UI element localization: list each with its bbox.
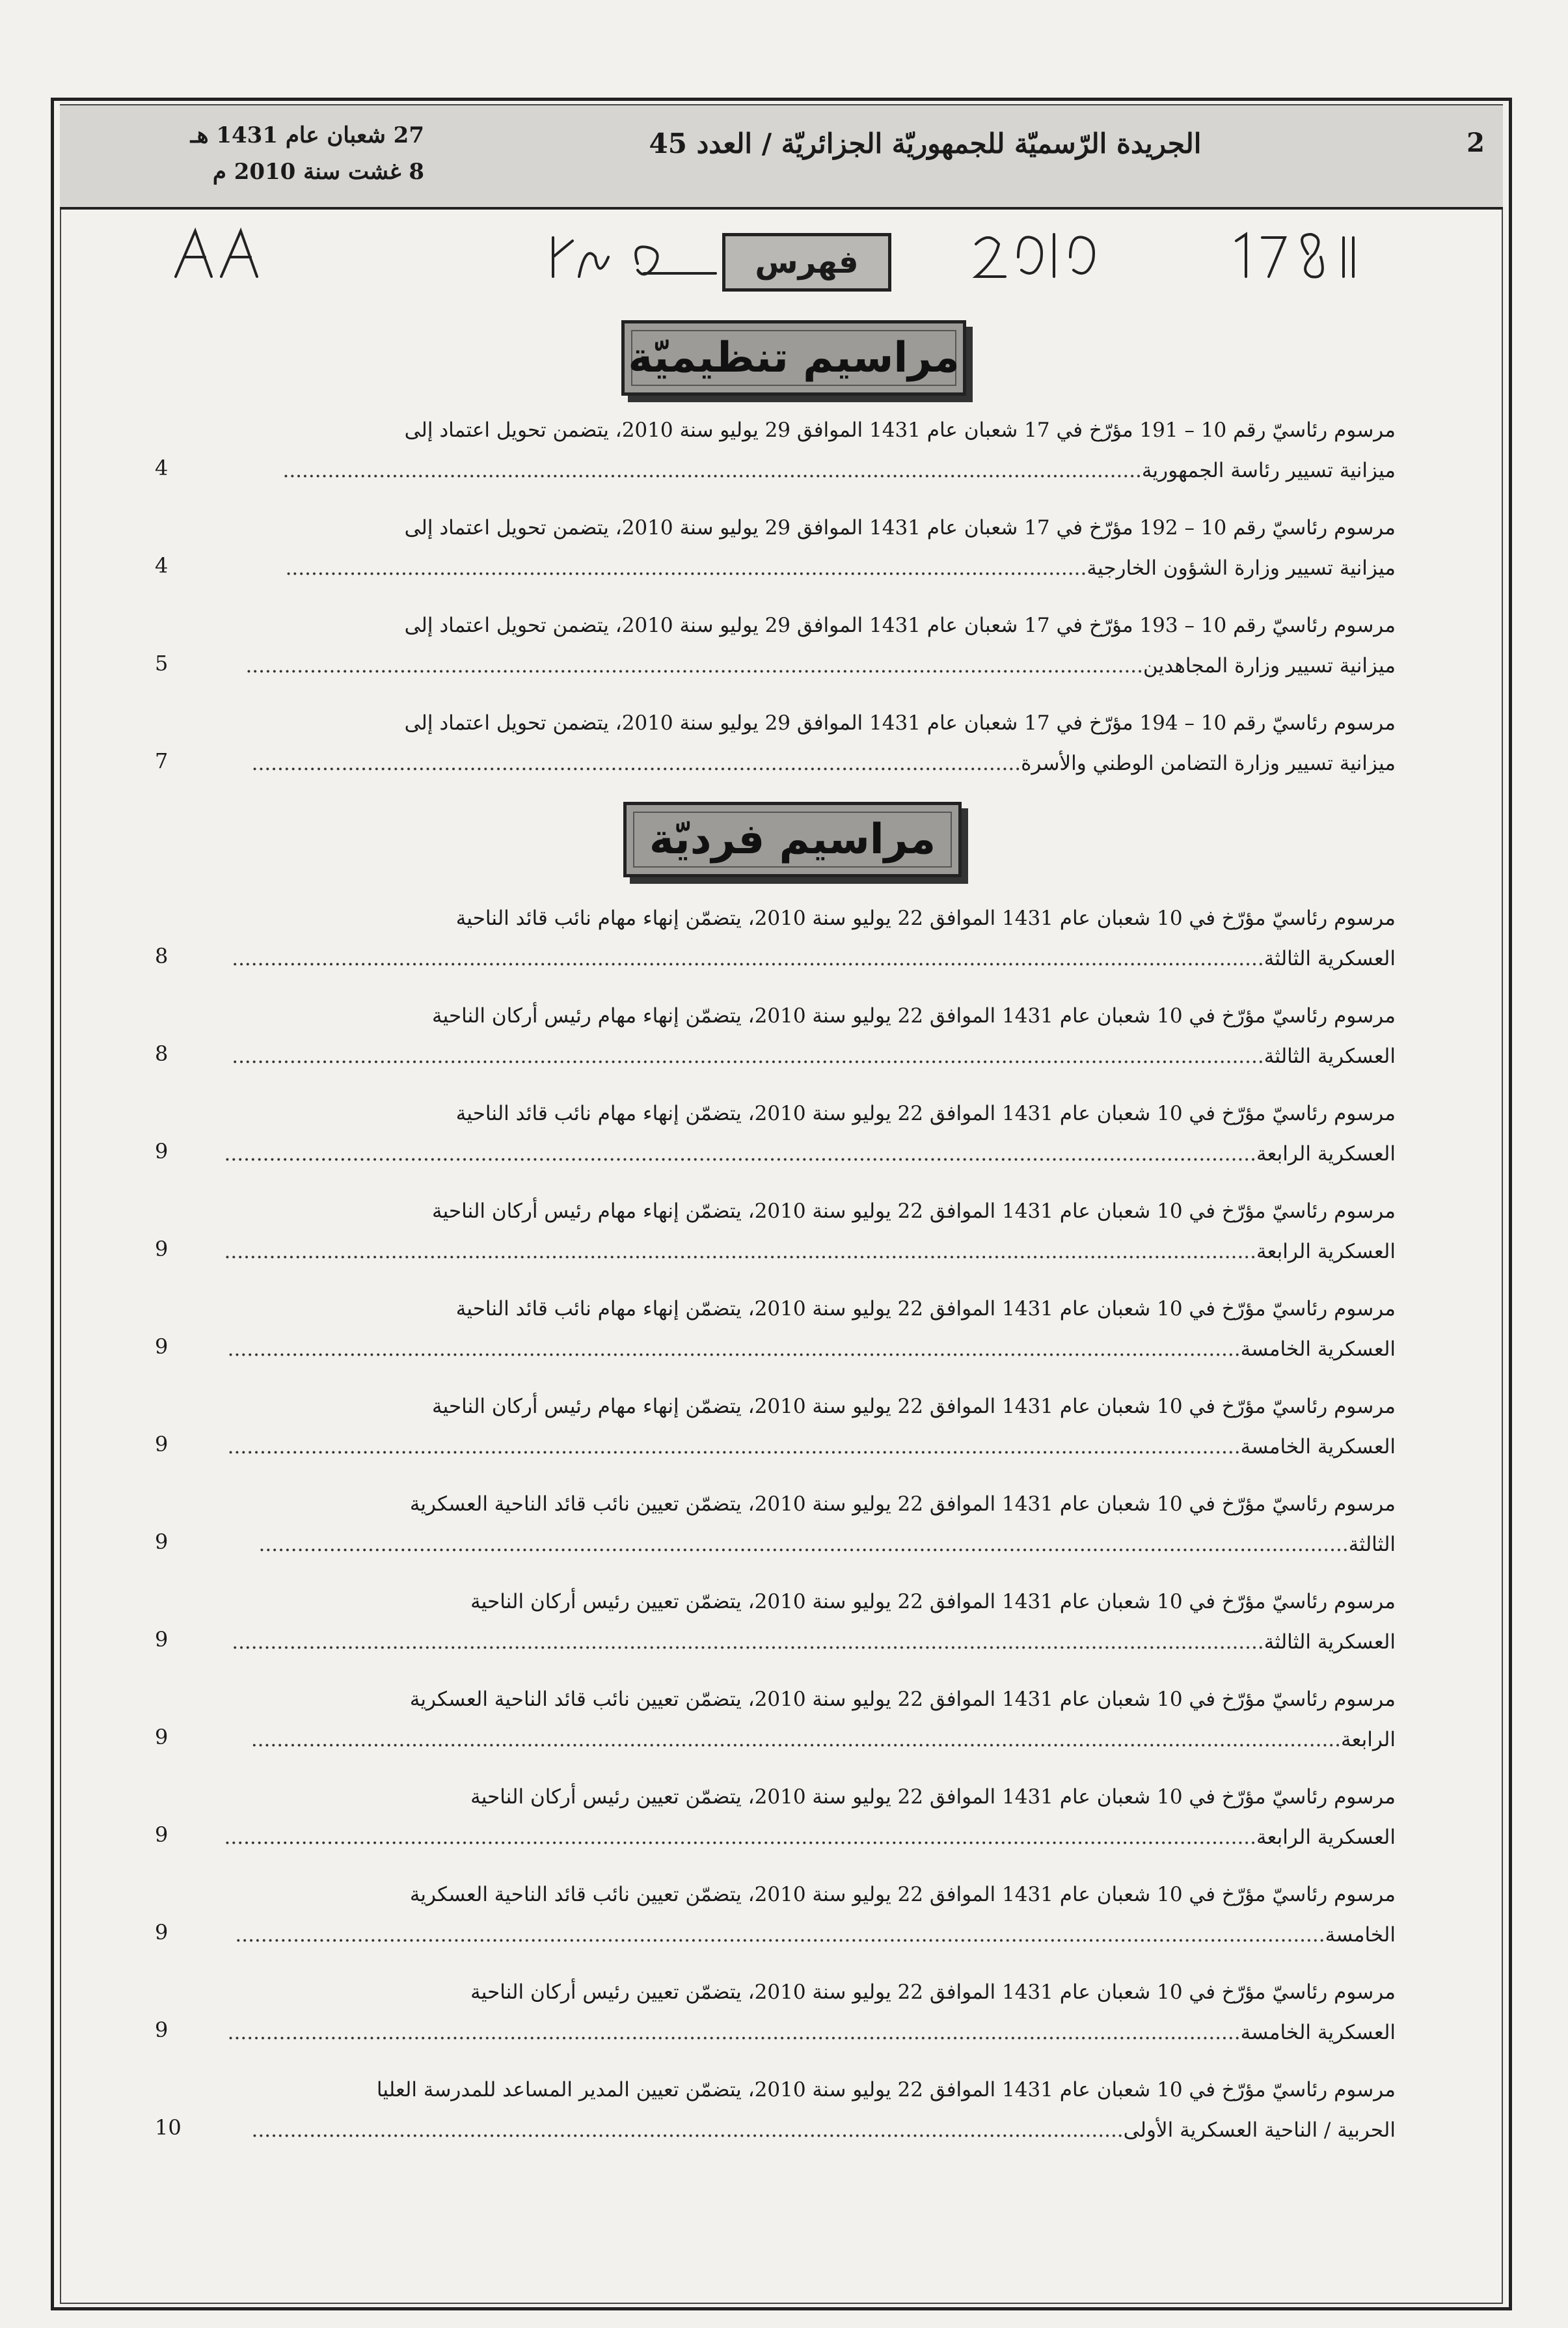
entry-page-number: 9 bbox=[155, 1139, 169, 1164]
toc-entry: مرسوم رئاسيّ مؤرّخ في 10 شعبان عام 1431 الموافق 22 يوليو سنة 2010، يتضمّن تعيين نائب قائد الناحية العسكرية الثالثة.......................................................................................................................................................................... bbox=[130, 1484, 1396, 1565]
entry-page-number: 4 bbox=[155, 553, 169, 578]
section-title: مراسيم تنظيميّة bbox=[628, 334, 960, 382]
entry-page-number: 8 bbox=[155, 1041, 169, 1066]
toc-entry: مرسوم رئاسيّ مؤرّخ في 10 شعبان عام 1431 الموافق 22 يوليو سنة 2010، يتضمّن إنهاء مهام رئيس أركان الناحية العسكرية الخامسة.............................................................................................................................................................. bbox=[130, 1386, 1396, 1467]
entry-line2: الخامسة bbox=[1325, 1923, 1396, 1947]
entry-line1: مرسوم رئاسيّ مؤرّخ في 10 شعبان عام 1431 الموافق 22 يوليو سنة 2010، يتضمّن تعيين رئيس أركان الناحية bbox=[470, 1590, 1396, 1613]
entry-line2: الرابعة bbox=[1341, 1728, 1396, 1751]
entry-line2: ميزانية تسيير وزارة المجاهدين bbox=[1143, 654, 1396, 678]
entry-page-number: 7 bbox=[155, 748, 169, 773]
entry-line2: العسكرية الخامسة bbox=[1240, 1337, 1396, 1361]
entry-line1: مرسوم رئاسيّ رقم 10 – 191 مؤرّخ في 17 شعبان عام 1431 الموافق 29 يوليو سنة 2010، يتضمن تحويل اعتماد إلى bbox=[404, 418, 1396, 442]
entry-page-number: 9 bbox=[155, 1725, 169, 1749]
entry-page-number: 10 bbox=[155, 2115, 182, 2140]
entry-line2: العسكرية الرابعة bbox=[1256, 1142, 1396, 1166]
entry-line2: العسكرية الخامسة bbox=[1240, 1435, 1396, 1458]
entry-line1: مرسوم رئاسيّ رقم 10 – 194 مؤرّخ في 17 شعبان عام 1431 الموافق 29 يوليو سنة 2010، يتضمن تحويل اعتماد إلى bbox=[404, 711, 1396, 735]
toc-entry: مرسوم رئاسيّ رقم 10 – 194 مؤرّخ في 17 شعبان عام 1431 الموافق 29 يوليو سنة 2010، يتضمن تحويل اعتماد إلى ميزانية تسيير وزارة التضامن الوطني والأسرة........................................................................................................................ bbox=[130, 703, 1396, 784]
toc-entry: مرسوم رئاسيّ مؤرّخ في 10 شعبان عام 1431 الموافق 22 يوليو سنة 2010، يتضمّن إنهاء مهام نائب قائد الناحية العسكرية الرابعة................................................................................................................................................................. bbox=[130, 1093, 1396, 1174]
entry-line1: مرسوم رئاسيّ مؤرّخ في 10 شعبان عام 1431 الموافق 22 يوليو سنة 2010، يتضمّن تعيين رئيس أركان الناحية bbox=[470, 1980, 1396, 2004]
entry-line2: الحربية / الناحية العسكرية الأولى bbox=[1123, 2118, 1396, 2142]
entry-line1: مرسوم رئاسيّ مؤرّخ في 10 شعبان عام 1431 الموافق 22 يوليو سنة 2010، يتضمّن إنهاء مهام نائب قائد الناحية bbox=[455, 907, 1396, 930]
entry-line2: ميزانية تسيير رئاسة الجمهورية bbox=[1141, 459, 1396, 482]
entry-page-number: 9 bbox=[155, 1529, 169, 1554]
index-title: فهرس bbox=[722, 233, 891, 292]
header-gregorian-date: 8 غشت سنة 2010 م bbox=[212, 159, 424, 185]
entry-line2: العسكرية الرابعة bbox=[1256, 1826, 1396, 1849]
entry-line1: مرسوم رئاسيّ مؤرّخ في 10 شعبان عام 1431 الموافق 22 يوليو سنة 2010، يتضمّن إنهاء مهام رئيس أركان الناحية bbox=[432, 1199, 1396, 1223]
handwritten-note-aa bbox=[156, 218, 351, 290]
entry-line2: ميزانية تسيير وزارة التضامن الوطني والأسرة bbox=[1021, 752, 1396, 775]
section-banner-regulatory-decrees bbox=[621, 320, 966, 396]
entry-page-number: 9 bbox=[155, 1822, 169, 1847]
entry-page-number: 9 bbox=[155, 1432, 169, 1457]
handwritten-note-number bbox=[1223, 218, 1418, 290]
toc-entry: مرسوم رئاسيّ رقم 10 – 193 مؤرّخ في 17 شعبان عام 1431 الموافق 29 يوليو سنة 2010، يتضمن تحويل اعتماد إلى ميزانية تسيير وزارة المجاهدين............................................................................................................................................ bbox=[130, 605, 1396, 686]
handwritten-note-year bbox=[963, 218, 1158, 290]
toc-entry: مرسوم رئاسيّ مؤرّخ في 10 شعبان عام 1431 الموافق 22 يوليو سنة 2010، يتضمّن إنهاء مهام رئيس أركان الناحية العسكرية الثالثة................................................................................................................................................................. bbox=[130, 996, 1396, 1076]
entry-page-number: 9 bbox=[155, 1334, 169, 1359]
entry-line1: مرسوم رئاسيّ مؤرّخ في 10 شعبان عام 1431 الموافق 22 يوليو سنة 2010، يتضمّن إنهاء مهام نائب قائد الناحية bbox=[455, 1102, 1396, 1125]
entry-line1: مرسوم رئاسيّ مؤرّخ في 10 شعبان عام 1431 الموافق 22 يوليو سنة 2010، يتضمّن تعيين نائب قائد الناحية العسكرية bbox=[409, 1492, 1396, 1516]
page-header bbox=[60, 105, 1503, 210]
toc-entry: مرسوم رئاسيّ مؤرّخ في 10 شعبان عام 1431 الموافق 22 يوليو سنة 2010، يتضمّن إنهاء مهام نائب قائد الناحية العسكرية الخامسة.............................................................................................................................................................. bbox=[130, 1289, 1396, 1369]
section-title: مراسيم فرديّة bbox=[649, 815, 936, 864]
handwritten-note-issue bbox=[534, 218, 729, 290]
toc-entry: مرسوم رئاسيّ مؤرّخ في 10 شعبان عام 1431 الموافق 22 يوليو سنة 2010، يتضمّن تعيين رئيس أركان الناحية العسكرية الثالثة................................................................................................................................................................. bbox=[130, 1582, 1396, 1662]
entry-line1: مرسوم رئاسيّ رقم 10 – 192 مؤرّخ في 17 شعبان عام 1431 الموافق 29 يوليو سنة 2010، يتضمن تحويل اعتماد إلى bbox=[404, 516, 1396, 540]
entry-line2: ميزانية تسيير وزارة الشؤون الخارجية bbox=[1087, 556, 1396, 580]
entry-line1: مرسوم رئاسيّ مؤرّخ في 10 شعبان عام 1431 الموافق 22 يوليو سنة 2010، يتضمّن تعيين المدير المساعد للمدرسة العليا bbox=[376, 2078, 1396, 2102]
header-hijri-date: 27 شعبان عام 1431 هـ bbox=[190, 122, 424, 148]
entry-line2: العسكرية الثالثة bbox=[1264, 947, 1396, 970]
toc-entry: مرسوم رئاسيّ مؤرّخ في 10 شعبان عام 1431 الموافق 22 يوليو سنة 2010، يتضمّن تعيين نائب قائد الناحية العسكرية الرابعة.......................................................................................................................................................................... bbox=[130, 1679, 1396, 1760]
entry-page-number: 9 bbox=[155, 1237, 169, 1261]
entry-line2: العسكرية الثالثة bbox=[1264, 1045, 1396, 1068]
header-title: الجريدة الرّسميّة للجمهوريّة الجزائريّة / العدد 45 bbox=[649, 128, 1202, 159]
section-banner-individual-decrees bbox=[623, 802, 962, 877]
entry-line1: مرسوم رئاسيّ مؤرّخ في 10 شعبان عام 1431 الموافق 22 يوليو سنة 2010، يتضمّن تعيين نائب قائد الناحية العسكرية bbox=[409, 1883, 1396, 1906]
toc-entry: مرسوم رئاسيّ مؤرّخ في 10 شعبان عام 1431 الموافق 22 يوليو سنة 2010، يتضمّن تعيين نائب قائد الناحية العسكرية الخامسة.......................................................................................................................................................................... bbox=[130, 1874, 1396, 1955]
toc-entry: مرسوم رئاسيّ مؤرّخ في 10 شعبان عام 1431 الموافق 22 يوليو سنة 2010، يتضمّن إنهاء مهام نائب قائد الناحية العسكرية الثالثة................................................................................................................................................................. bbox=[130, 898, 1396, 979]
header-page-number: 2 bbox=[1467, 128, 1485, 158]
entry-line2: الثالثة bbox=[1348, 1533, 1396, 1556]
entry-page-number: 5 bbox=[155, 651, 169, 676]
entry-line1: مرسوم رئاسيّ رقم 10 – 193 مؤرّخ في 17 شعبان عام 1431 الموافق 29 يوليو سنة 2010، يتضمن تحويل اعتماد إلى bbox=[404, 614, 1396, 637]
entry-line1: مرسوم رئاسيّ مؤرّخ في 10 شعبان عام 1431 الموافق 22 يوليو سنة 2010، يتضمّن إنهاء مهام رئيس أركان الناحية bbox=[432, 1395, 1396, 1418]
toc-entry: مرسوم رئاسيّ رقم 10 – 191 مؤرّخ في 17 شعبان عام 1431 الموافق 29 يوليو سنة 2010، يتضمن تحويل اعتماد إلى ميزانية تسيير رئاسة الجمهورية...................................................................................................................................... bbox=[130, 410, 1396, 491]
entry-page-number: 8 bbox=[155, 944, 169, 968]
entry-line2: العسكرية الثالثة bbox=[1264, 1630, 1396, 1654]
toc-entry: مرسوم رئاسيّ مؤرّخ في 10 شعبان عام 1431 الموافق 22 يوليو سنة 2010، يتضمّن تعيين رئيس أركان الناحية العسكرية الخامسة.............................................................................................................................................................. bbox=[130, 1972, 1396, 2053]
entry-line1: مرسوم رئاسيّ مؤرّخ في 10 شعبان عام 1431 الموافق 22 يوليو سنة 2010، يتضمّن تعيين رئيس أركان الناحية bbox=[470, 1785, 1396, 1809]
entry-line1: مرسوم رئاسيّ مؤرّخ في 10 شعبان عام 1431 الموافق 22 يوليو سنة 2010، يتضمّن إنهاء مهام رئيس أركان الناحية bbox=[432, 1004, 1396, 1028]
entry-line1: مرسوم رئاسيّ مؤرّخ في 10 شعبان عام 1431 الموافق 22 يوليو سنة 2010، يتضمّن تعيين نائب قائد الناحية العسكرية bbox=[409, 1688, 1396, 1711]
entry-page-number: 9 bbox=[155, 2018, 169, 2042]
entry-page-number: 4 bbox=[155, 456, 169, 480]
entry-line2: العسكرية الرابعة bbox=[1256, 1240, 1396, 1263]
entry-page-number: 9 bbox=[155, 1920, 169, 1945]
entry-page-number: 9 bbox=[155, 1627, 169, 1652]
entry-line2: العسكرية الخامسة bbox=[1240, 2021, 1396, 2044]
toc-entry: مرسوم رئاسيّ مؤرّخ في 10 شعبان عام 1431 الموافق 22 يوليو سنة 2010، يتضمّن إنهاء مهام رئيس أركان الناحية العسكرية الرابعة................................................................................................................................................................. bbox=[130, 1191, 1396, 1272]
toc-entry: مرسوم رئاسيّ مؤرّخ في 10 شعبان عام 1431 الموافق 22 يوليو سنة 2010، يتضمّن تعيين رئيس أركان الناحية العسكرية الرابعة................................................................................................................................................................. bbox=[130, 1777, 1396, 1857]
toc-entry: مرسوم رئاسيّ مؤرّخ في 10 شعبان عام 1431 الموافق 22 يوليو سنة 2010، يتضمّن تعيين المدير المساعد للمدرسة العليا الحربية / الناحية العسكرية الأولى........................................................................................................................................ bbox=[130, 2070, 1396, 2150]
header-dates bbox=[86, 117, 424, 190]
entry-line1: مرسوم رئاسيّ مؤرّخ في 10 شعبان عام 1431 الموافق 22 يوليو سنة 2010، يتضمّن إنهاء مهام نائب قائد الناحية bbox=[455, 1297, 1396, 1321]
toc-entry: مرسوم رئاسيّ رقم 10 – 192 مؤرّخ في 17 شعبان عام 1431 الموافق 29 يوليو سنة 2010، يتضمن تحويل اعتماد إلى ميزانية تسيير وزارة الشؤون الخارجية............................................................................................................................. bbox=[130, 508, 1396, 588]
